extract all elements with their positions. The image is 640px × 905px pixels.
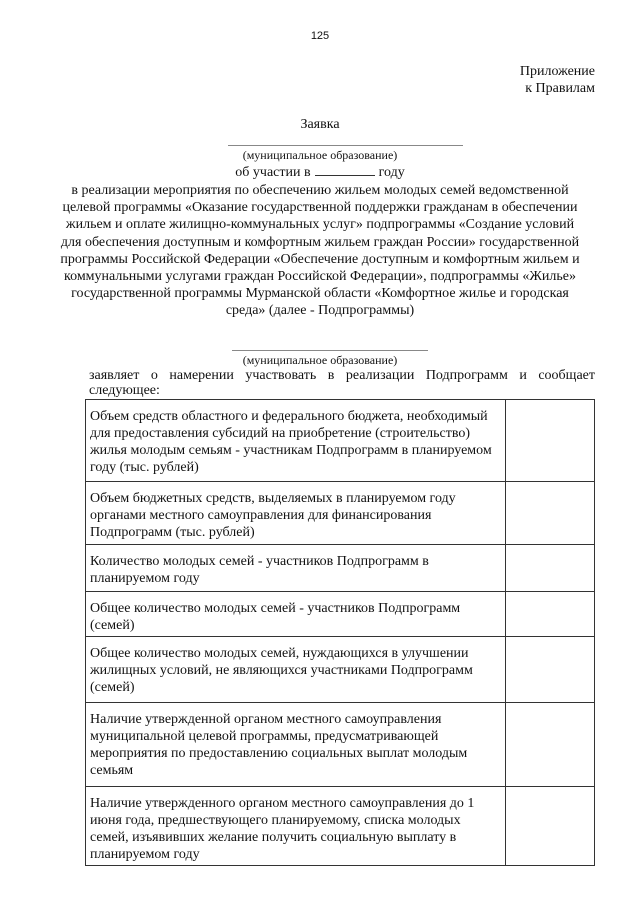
declaration-line-1: заявляет о намерении участвовать в реализации Подпрограмм и сообщает (89, 368, 595, 383)
table-row (86, 592, 595, 637)
appendix-line-2: к Правилам (525, 81, 595, 96)
row-value-cell (506, 592, 595, 637)
row-value-cell (506, 637, 595, 703)
declaration-line-2: следующее: (89, 383, 160, 398)
row-value-cell (506, 482, 595, 545)
row-value-cell (506, 400, 595, 482)
municipality-blank-line (228, 145, 463, 146)
row-label: Наличие утвержденной органом местного самоуправления муниципальной целевой программы, предусматривающей мероприятия по предоставлению социальных выплат молодым семьям (86, 703, 506, 787)
appendix-line-1: Приложение (519, 64, 595, 79)
year-blank (315, 163, 375, 176)
row-value-cell (506, 703, 595, 787)
municipality-blank-line-2 (232, 350, 428, 351)
table-row (86, 482, 595, 545)
table-row (86, 400, 595, 482)
row-label: Наличие утвержденного органом местного самоуправления до 1 июня года, предшествующего планируемому, списка молодых семей, изъявивших желание получить социальную выплату в планируемом году (86, 787, 506, 866)
row-label: Количество молодых семей - участников Подпрограмм в планируемом году (86, 545, 506, 592)
municipality-caption-2: (муниципальное образование) (242, 353, 398, 367)
municipality-caption: (муниципальное образование) (242, 148, 398, 162)
participation-line (0, 163, 640, 181)
table-row (86, 703, 595, 787)
row-value-cell (506, 787, 595, 866)
application-body-text: в реализации мероприятия по обеспечению жильем молодых семей ведомственной целевой программы «Оказание государственной поддержки гражданам в обеспечении жильем и оплате жилищно-коммунальных услуг» подпрограммы «Создание условий для обеспечения доступным и комфортным жильем граждан России» государственной программы Российской Федерации «Обеспечение доступным и комфортным жильем и коммунальными услугами граждан Российской Федерации», подпрограммы «Жилье» государственной программы Мурманской области «Комфортное жилье и городская среда» (далее - Подпрограммы) (60, 183, 580, 319)
participation-prefix: об участии в (235, 165, 311, 180)
row-label: Объем средств областного и федерального бюджета, необходимый для предоставления субсидий на приобретение (строительство) жилья молодым семьям - участникам Подпрограмм в планируемом году (тыс. рублей) (86, 400, 506, 482)
info-table (85, 399, 595, 866)
participation-suffix: году (378, 165, 405, 180)
table-row (86, 545, 595, 592)
table-row (86, 787, 595, 866)
table-row (86, 637, 595, 703)
row-label: Объем бюджетных средств, выделяемых в планируемом году органами местного самоуправления для финансирования Подпрограмм (тыс. рублей) (86, 482, 506, 545)
row-label: Общее количество молодых семей, нуждающихся в улучшении жилищных условий, не являющихся участниками Подпрограмм (семей) (86, 637, 506, 703)
row-value-cell (506, 545, 595, 592)
row-label: Общее количество молодых семей - участников Подпрограмм (семей) (86, 592, 506, 637)
page-number: 125 (310, 30, 330, 42)
document-title: Заявка (300, 117, 340, 132)
appendix-label (520, 63, 595, 97)
